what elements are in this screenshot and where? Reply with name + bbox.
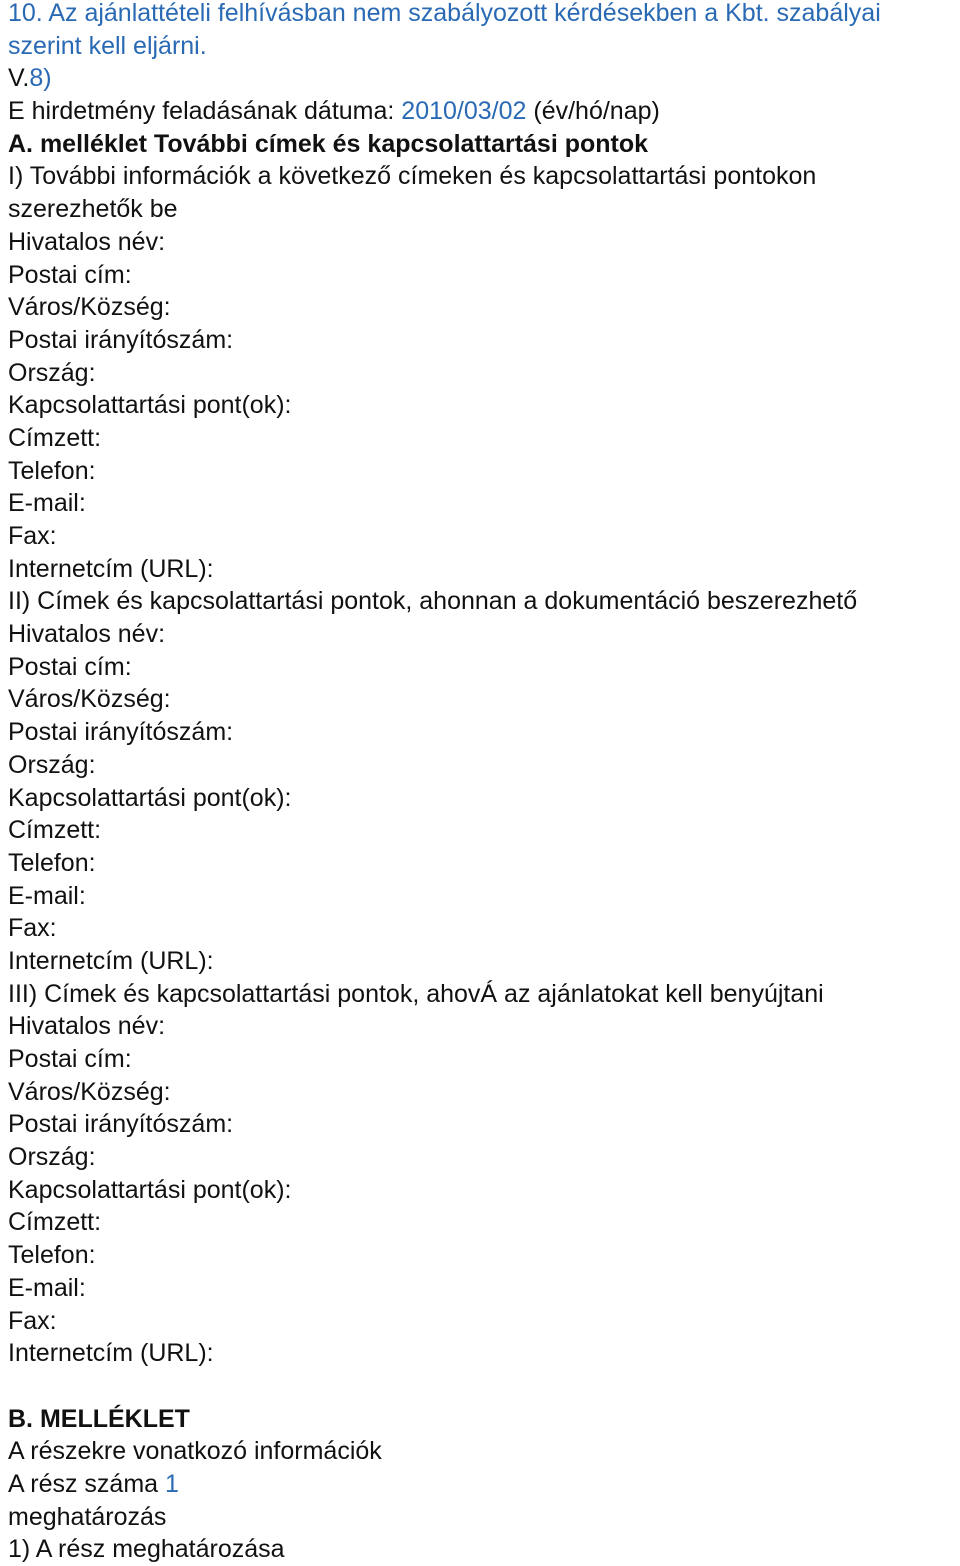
annex-b-subtitle: A részekre vonatkozó információk (8, 1437, 382, 1466)
section1-heading-line2: szerezhetők be (8, 195, 178, 224)
field-official-name: Hivatalos név: (8, 227, 166, 256)
field-fax: Fax: (8, 914, 57, 943)
field-email: E-mail: (8, 1273, 86, 1302)
definition-label: meghatározás (8, 1502, 167, 1531)
dispatch-date-format: (év/hó/nap) (526, 97, 660, 126)
field-country: Ország: (8, 358, 96, 387)
section3-heading: III) Címek és kapcsolattartási pontok, ahovÁ az ajánlatokat kell benyújtani (8, 979, 824, 1008)
field-country: Ország: (8, 750, 96, 779)
item10-line2: szerint kell eljárni. (8, 31, 207, 60)
dispatch-date-value: 2010/03/02 (401, 97, 527, 126)
field-official-name: Hivatalos név: (8, 620, 166, 649)
field-postal-address: Postai cím: (8, 652, 132, 681)
field-town: Város/Község: (8, 293, 171, 322)
section-label-prefix: V. (8, 64, 30, 93)
field-postal-address: Postai cím: (8, 260, 132, 289)
field-contact-points: Kapcsolattartási pont(ok): (8, 783, 292, 812)
lot-number-label: A rész száma (8, 1469, 165, 1498)
field-fax: Fax: (8, 522, 57, 550)
field-postal-address: Postai cím: (8, 1045, 132, 1073)
field-internet-address: Internetcím (URL): (8, 1339, 214, 1368)
section-label-suffix: 8) (29, 64, 52, 93)
field-email: E-mail: (8, 881, 86, 910)
lot-number (8, 1468, 953, 1501)
field-attention: Címzett: (8, 816, 102, 845)
lot-number-value: 1 (165, 1469, 179, 1498)
field-telephone: Telefon: (8, 1241, 96, 1270)
field-contact-points: Kapcsolattartási pont(ok): (8, 1175, 292, 1204)
field-postal-code: Postai irányítószám: (8, 718, 234, 747)
field-telephone: Telefon: (8, 456, 96, 485)
section-label (8, 62, 953, 95)
section3-fields (8, 1010, 953, 1370)
section2-fields (8, 618, 953, 978)
field-internet-address: Internetcím (URL): (8, 946, 214, 975)
field-contact-points: Kapcsolattartási pont(ok): (8, 391, 292, 420)
field-official-name: Hivatalos név: (8, 1012, 166, 1041)
annex-a-title: A. melléklet További címek és kapcsolattartási pontok (8, 129, 649, 158)
field-email: E-mail: (8, 489, 86, 518)
document-page (8, 0, 953, 1566)
field-telephone: Telefon: (8, 848, 96, 877)
field-attention: Címzett: (8, 423, 102, 452)
annex-b-title: B. MELLÉKLET (8, 1404, 190, 1433)
dispatch-date (8, 95, 953, 128)
field-fax: Fax: (8, 1306, 57, 1335)
field-town: Város/Község: (8, 1077, 171, 1106)
dispatch-date-label: E hirdetmény feladásának dátuma: (8, 97, 402, 126)
field-town: Város/Község: (8, 685, 171, 714)
field-postal-code: Postai irányítószám: (8, 1110, 234, 1139)
section1-heading-line1: I) További információk a következő címeken és kapcsolattartási pontokon (8, 162, 817, 191)
field-internet-address: Internetcím (URL): (8, 554, 214, 583)
item10-line1: 10. Az ajánlattételi felhívásban nem szabályozott kérdésekben a Kbt. szabályai (8, 0, 881, 27)
lot-title-label: 1) A rész meghatározása (8, 1535, 285, 1564)
spacer (8, 1370, 953, 1403)
field-postal-code: Postai irányítószám: (8, 325, 234, 354)
section2-heading: II) Címek és kapcsolattartási pontok, ahonnan a dokumentáció beszerezhető (8, 587, 858, 616)
field-attention: Címzett: (8, 1208, 102, 1237)
field-country: Ország: (8, 1143, 96, 1172)
section1-fields (8, 226, 953, 586)
